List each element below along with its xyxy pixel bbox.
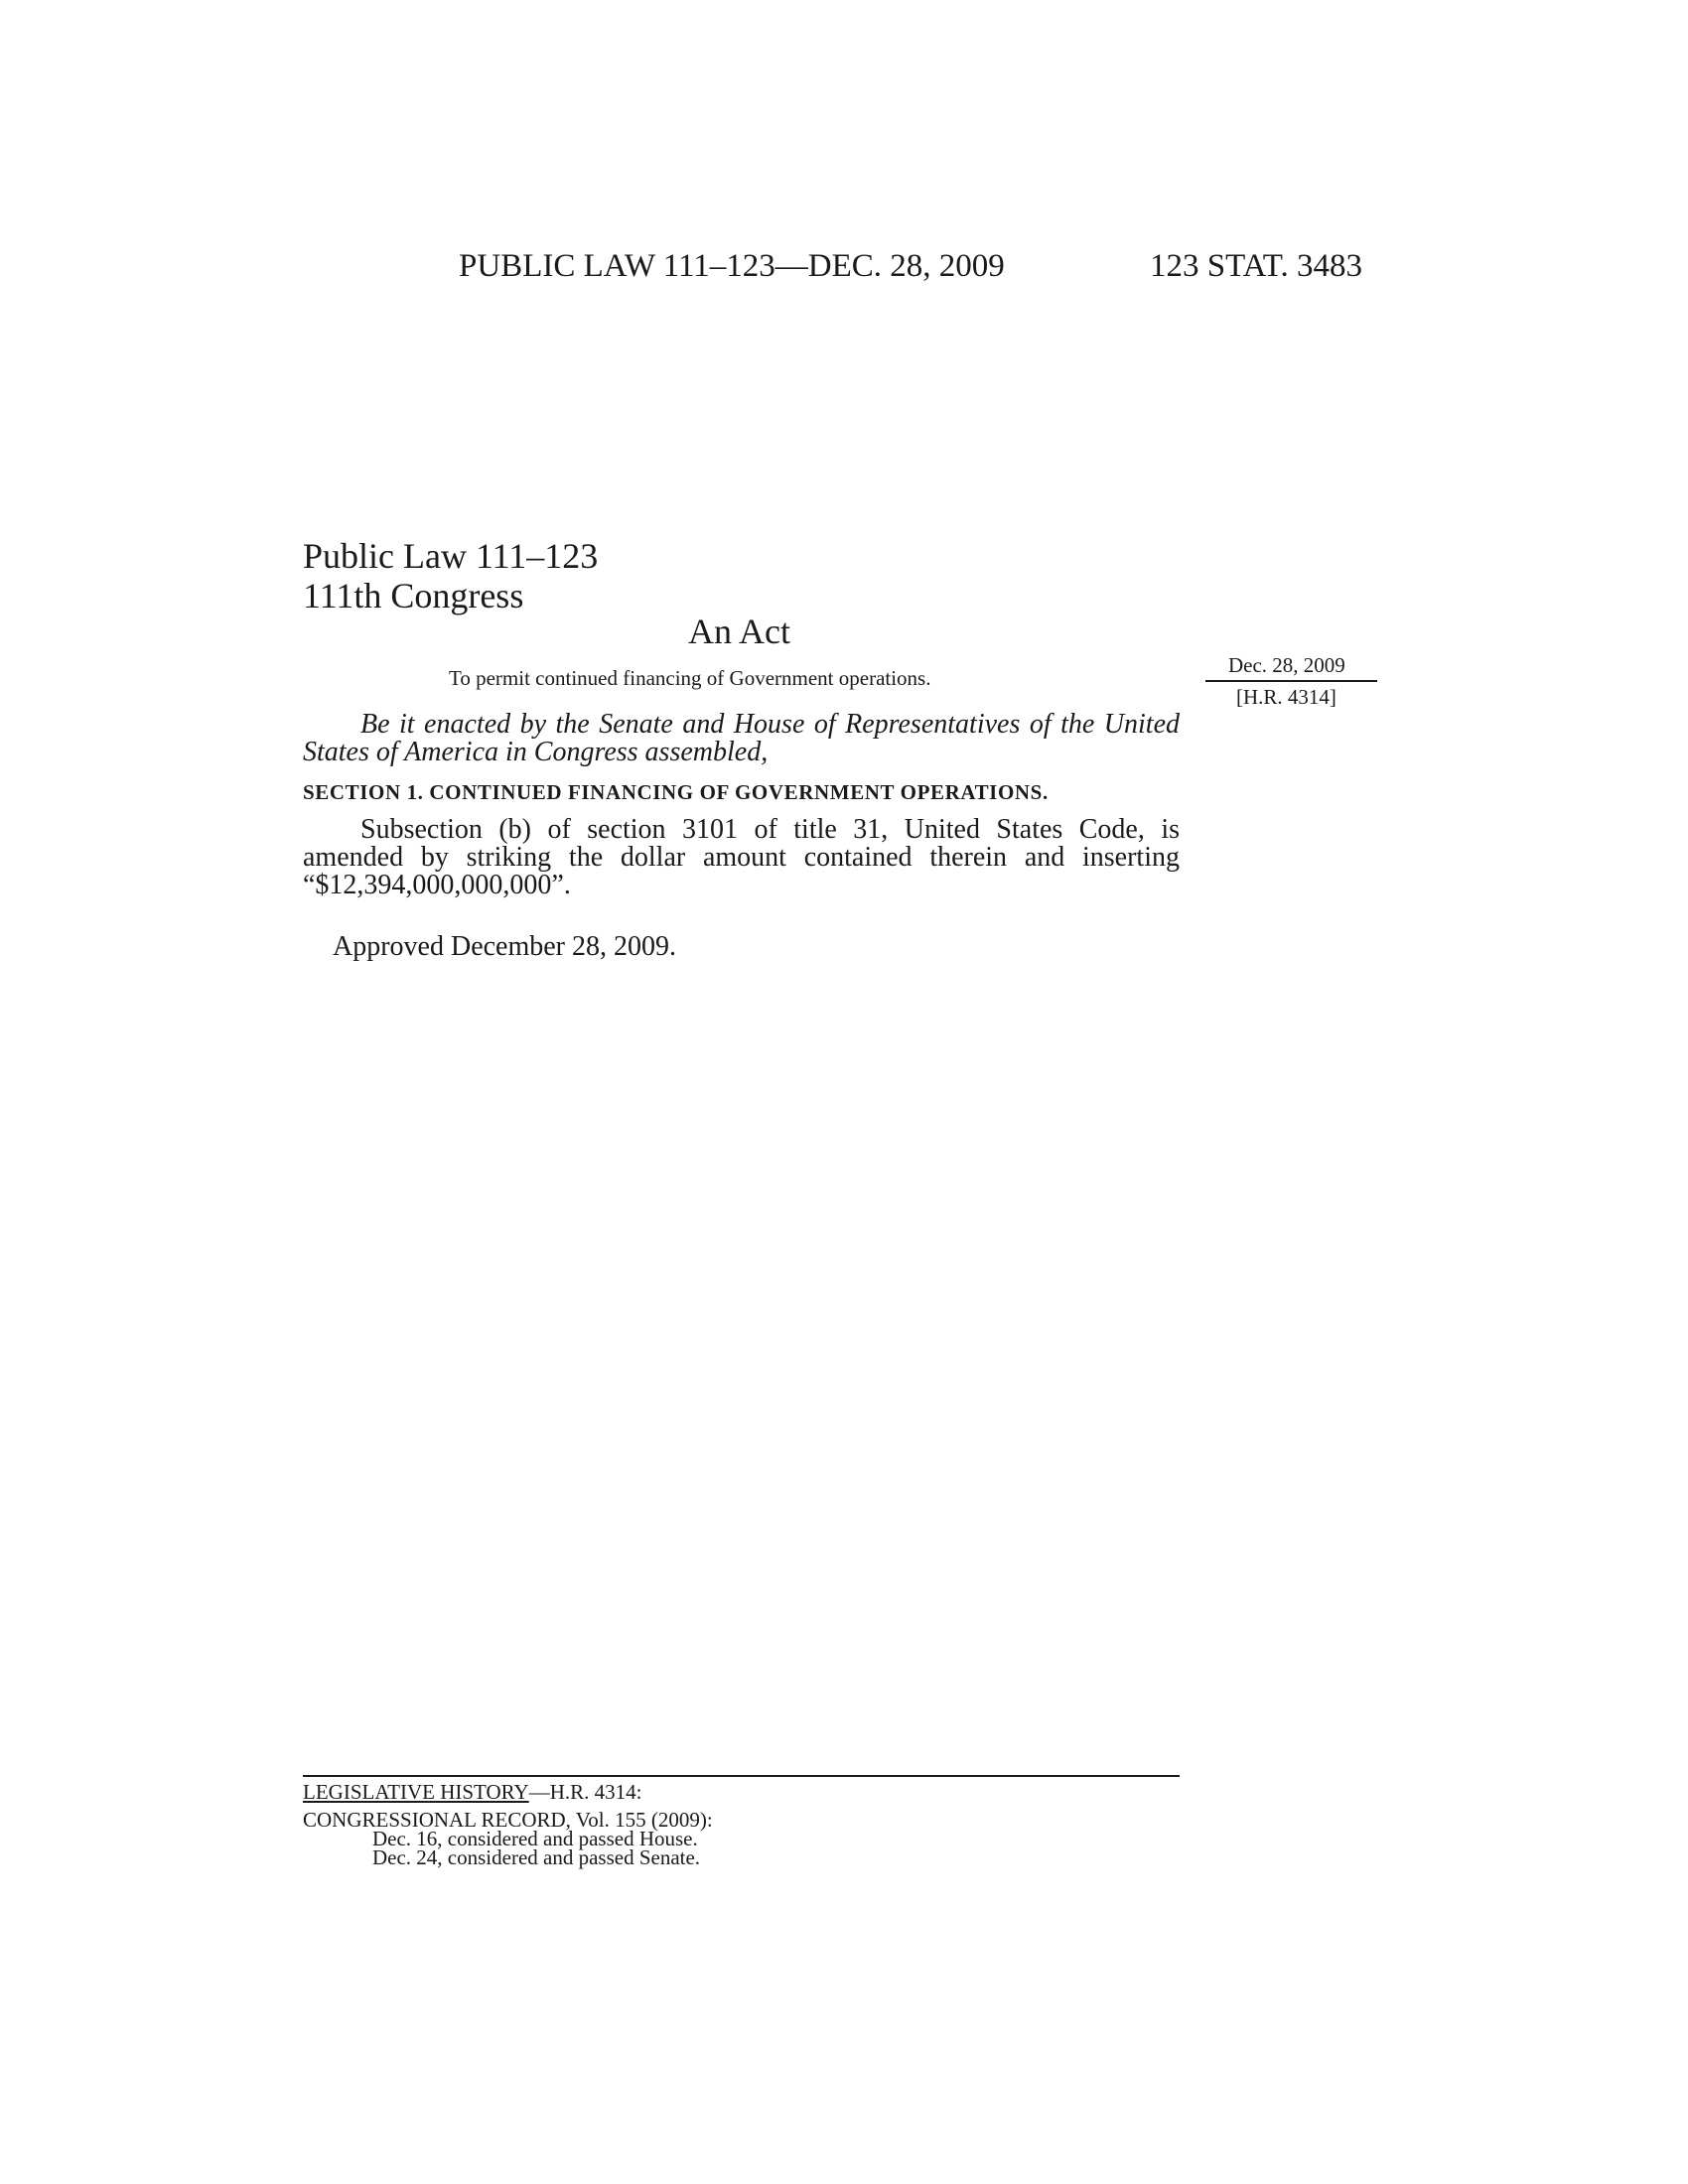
legislative-action: Dec. 16, considered and passed House.	[372, 1827, 698, 1850]
section-heading: SECTION 1. CONTINUED FINANCING OF GOVERNMENT OPERATIONS.	[303, 780, 1049, 804]
enacting-clause: Be it enacted by the Senate and House of Representatives of the United States of America in Congress assembled,	[303, 709, 1180, 767]
act-title: An Act	[688, 612, 790, 651]
act-purpose: To permit continued financing of Government operations.	[449, 666, 931, 690]
section-text: Subsection (b) of section 3101 of title 31, United States Code, is amended by striking the dollar amount contained therein and inserting “$12,394,000,000,000”.	[303, 814, 1180, 900]
congressional-record-heading: CONGRESSIONAL RECORD, Vol. 155 (2009):	[303, 1808, 713, 1832]
margin-note-divider	[1205, 680, 1377, 682]
legislative-history-bill: —H.R. 4314:	[528, 1780, 642, 1804]
legislative-action: Dec. 24, considered and passed Senate.	[372, 1845, 701, 1869]
public-law-number: Public Law 111–123	[303, 536, 599, 576]
running-head-page-citation: 123 STAT. 3483	[1150, 248, 1363, 284]
congress-number: 111th Congress	[303, 576, 524, 615]
approval-date: Approved December 28, 2009.	[333, 931, 677, 962]
footnote-divider	[303, 1775, 1180, 1777]
legislative-history-heading	[303, 1780, 641, 1805]
running-head-left: PUBLIC LAW 111–123—DEC. 28, 2009	[459, 248, 1005, 284]
margin-note-date: Dec. 28, 2009	[1228, 653, 1345, 677]
margin-note-bill: [H.R. 4314]	[1236, 685, 1336, 709]
legislative-history-label: LEGISLATIVE HISTORY	[303, 1780, 529, 1804]
